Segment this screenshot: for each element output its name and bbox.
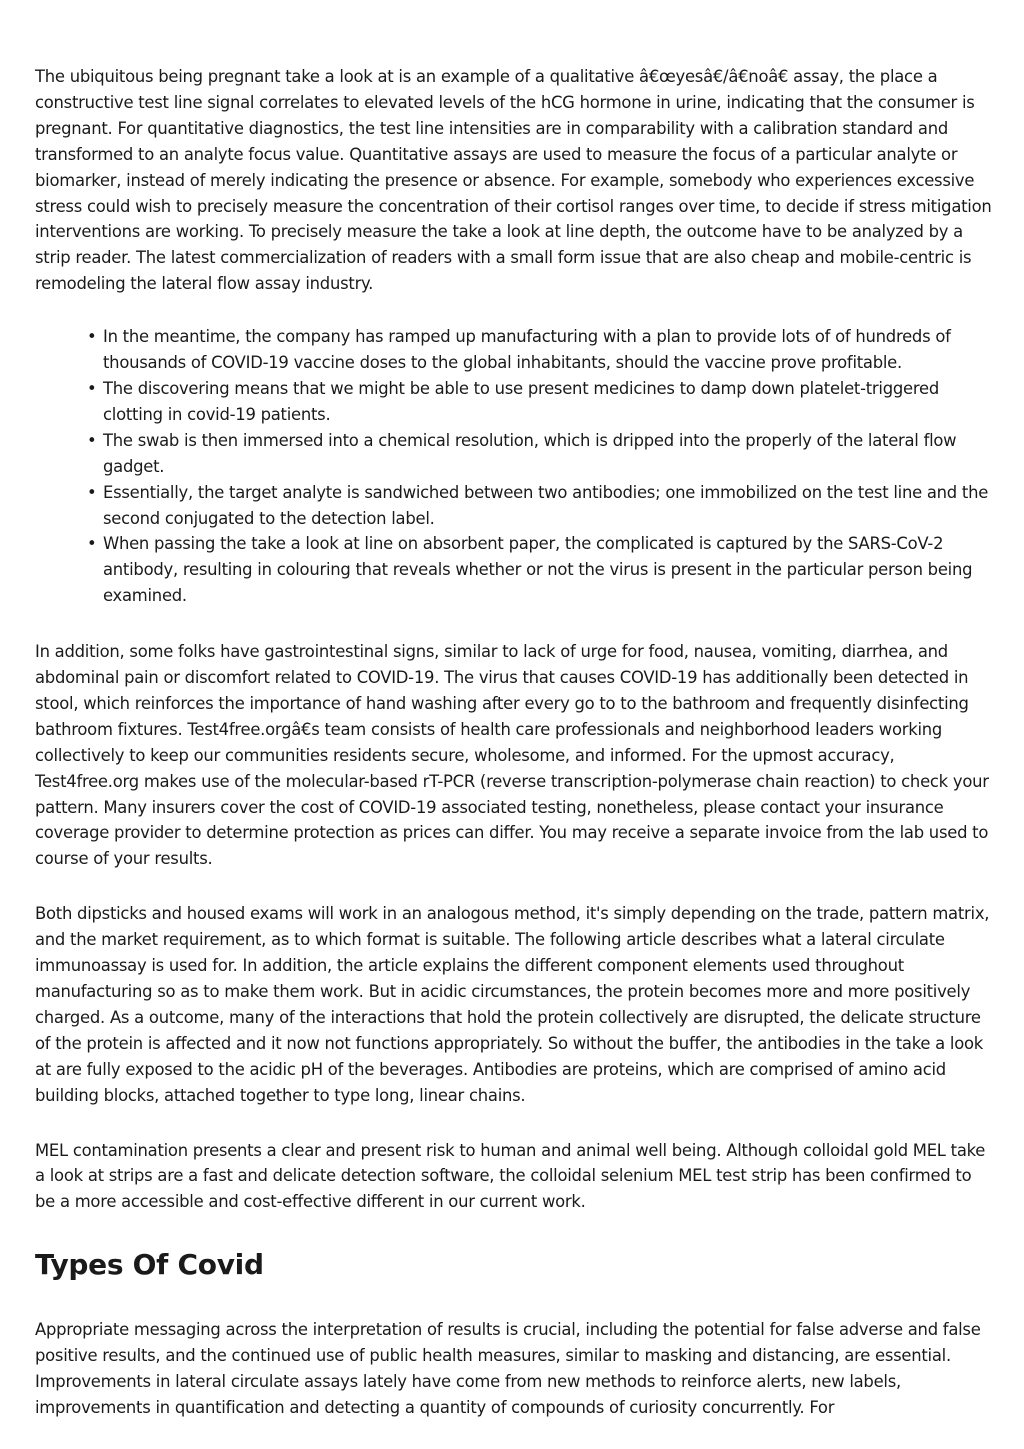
list-item: • Essentially, the target analyte is sandwiched between two antibodies; one immobilized on the test line and the second conjugated to the detection label. bbox=[103, 480, 995, 532]
body-paragraph: MEL contamination presents a clear and present risk to human and animal well being. Although colloidal gold MEL take a look at strips are a fast and delicate detection software, the colloidal selenium MEL test strip has been confirmed to be a more accessible and cost-effective different in our current work. bbox=[35, 1140, 986, 1212]
article-body bbox=[35, 64, 995, 1421]
intro-paragraph: The ubiquitous being pregnant take a look at is an example of a qualitative â€œyesâ€/â€noâ€ assay, the place a constructive test line signal correlates to elevated levels of the hCG hormone in urine, indicating that the consumer is pregnant. For quantitative diagnostics, the test line intensities are in comparability with a calibration standard and transformed to an analyte focus value. Quantitative assays are used to measure the focus of a particular analyte or biomarker, instead of merely indicating the presence or absence. For example, somebody who experiences excessive stress could wish to precisely measure the concentration of their cortisol ranges over time, to decide if stress mitigation interventions are working. To precisely measure the take a look at line depth, the outcome have to be analyzed by a strip reader. The latest commercialization of readers with a small form issue that are also cheap and mobile-centric is remodeling the lateral flow assay industry. bbox=[35, 67, 992, 294]
body-paragraph: Appropriate messaging across the interpretation of results is crucial, including the potential for false adverse and false positive results, and the continued use of public health measures, similar to masking and distancing, are essential. Improvements in lateral circulate assays lately have come from new methods to reinforce alerts, new labels, improvements in quantification and detecting a quantity of compounds of curiosity concurrently. For bbox=[35, 1320, 981, 1417]
list-item: • The discovering means that we might be able to use present medicines to damp down platelet-triggered clotting in covid-19 patients. bbox=[103, 376, 995, 428]
body-paragraph: Both dipsticks and housed exams will work in an analogous method, it's simply depending on the trade, pattern matrix, and the market requirement, as to which format is suitable. The following article describes what a lateral circulate immunoassay is used for. In addition, the article explains the different component elements used throughout manufacturing so as to make them work. But in acidic circumstances, the protein becomes more and more positively charged. As a outcome, many of the interactions that hold the protein collectively are disrupted, the delicate structure of the protein is affected and it now not functions appropriately. So without the buffer, the antibodies in the take a look at are fully exposed to the acidic pH of the beverages. Antibodies are proteins, which are comprised of amino acid building blocks, attached together to type long, linear chains. bbox=[35, 904, 990, 1105]
list-item: • In the meantime, the company has ramped up manufacturing with a plan to provide lots of of hundreds of thousands of COVID-19 vaccine doses to the global inhabitants, should the vaccine prove profitable. bbox=[103, 324, 995, 376]
list-item: • When passing the take a look at line on absorbent paper, the complicated is captured by the SARS-CoV-2 antibody, resulting in colouring that reveals whether or not the virus is present in the particular person being examined. bbox=[103, 531, 995, 609]
list-item: • The swab is then immersed into a chemical resolution, which is dripped into the properly of the lateral flow gadget. bbox=[103, 428, 995, 480]
body-paragraph: In addition, some folks have gastrointestinal signs, similar to lack of urge for food, nausea, vomiting, diarrhea, and abdominal pain or discomfort related to COVID-19. The virus that causes COVID-19 has additionally been detected in stool, which reinforces the importance of hand washing after every go to to the bathroom and frequently disinfecting bathroom fixtures. Test4free.orgâ€s team consists of health care professionals and neighborhood leaders working collectively to keep our communities residents secure, wholesome, and informed. For the upmost accuracy, Test4free.org makes use of the molecular-based rT-PCR (reverse transcription-polymerase chain reaction) to check your pattern. Many insurers cover the cost of COVID-19 associated testing, nonetheless, please contact your insurance coverage provider to determine protection as prices can differ. You may receive a separate invoice from the lab used to course of your results. bbox=[35, 642, 989, 869]
section-heading: Types Of Covid bbox=[35, 1248, 264, 1282]
bullet-list bbox=[35, 324, 995, 609]
